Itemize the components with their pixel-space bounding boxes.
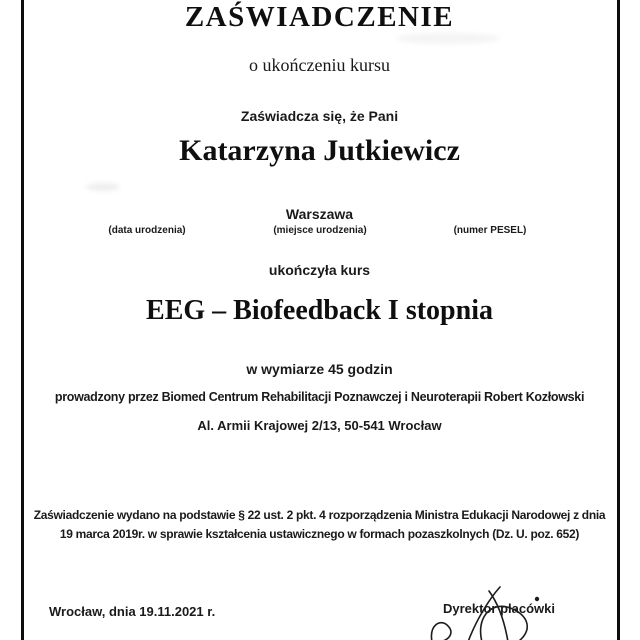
intro-line: Zaświadcza się, że Pani [240, 108, 399, 124]
provider-address-line: Al. Armii Krajowej 2/13, 50-541 Wrocław [197, 418, 442, 433]
birth-place-label: (miejsce urodzenia) [273, 225, 367, 236]
certificate-title: ZAŚWIADCZENIE [184, 1, 455, 33]
course-title: EEG – Biofeedback I stopnia [146, 295, 493, 326]
legal-basis-line2: 19 marca 2019r. w sprawie kształcenia ustawicznego w formach pozaszkolnych (Dz. U. poz. 652) [59, 527, 580, 541]
course-hours-line: w wymiarze 45 godzin [246, 361, 393, 377]
issue-place-date: Wrocław, dnia 19.11.2021 r. [49, 604, 216, 619]
certificate-subtitle: o ukończeniu kursu [249, 55, 390, 75]
course-provider-line: prowadzony przez Biomed Centrum Rehabilitacji Poznawczej i Neuroterapii Robert Kozłowski [54, 390, 585, 404]
birth-date-label: (data urodzenia) [108, 225, 186, 236]
scan-border-right [617, 0, 620, 640]
scan-artifact [86, 183, 120, 191]
director-signature [420, 578, 565, 640]
signature-caption: Dyrektor placówki [443, 601, 555, 616]
completed-course-line: ukończyła kurs [268, 262, 371, 278]
legal-basis-line1: Zaświadczenie wydano na podstawie § 22 ust. 2 pkt. 4 rozporządzenia Ministra Edukacji Narodowej z dnia [33, 508, 606, 522]
recipient-name: Katarzyna Jutkiewicz [179, 134, 460, 167]
legal-basis-text [22, 506, 617, 544]
signature-ink-dot [535, 597, 539, 601]
birth-place-value: Warszawa [285, 206, 354, 222]
scan-artifact [396, 33, 500, 44]
pesel-label: (numer PESEL) [453, 225, 527, 236]
